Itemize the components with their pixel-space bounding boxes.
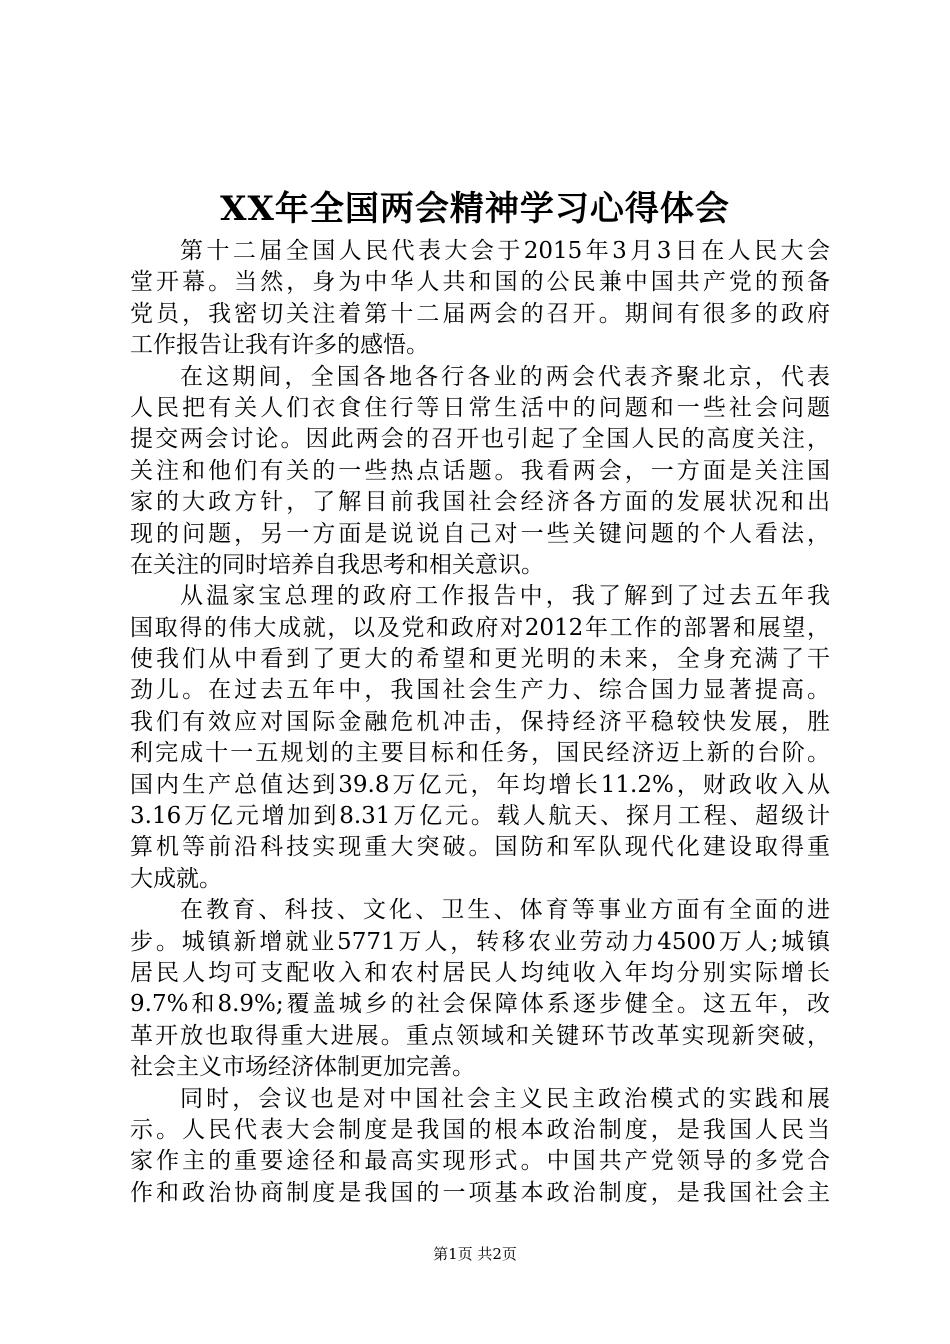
document-title: XX年全国两会精神学习心得体会 — [220, 189, 730, 229]
paragraph-line: 家作主的重要途径和最高实现形式。中国共产党领导的多党合 — [130, 1148, 830, 1175]
paragraph-line: 同时，会议也是对中国社会主义民主政治模式的实践和展 — [180, 1085, 830, 1112]
paragraph-line: 劲儿。在过去五年中，我国社会生产力、综合国力显著提高。 — [130, 677, 830, 704]
paragraph-line: 提交两会讨论。因此两会的召开也引起了全国人民的高度关注， — [130, 426, 830, 453]
paragraph-line: 革开放也取得重大进展。重点领域和关键环节改革实现新突破， — [130, 1022, 830, 1049]
paragraph-line: 居民人均可支配收入和农村居民人均纯收入年均分别实际增长 — [130, 959, 830, 986]
paragraph-line: 在关注的同时培养自我思考和相关意识。 — [130, 551, 544, 578]
paragraph-line: 堂开幕。当然，身为中华人共和国的公民兼中国共产党的预备 — [130, 269, 830, 296]
paragraph-line: 我们有效应对国际金融危机冲击，保持经济平稳较快发展，胜 — [130, 708, 830, 735]
paragraph-line: 国内生产总值达到39.8万亿元，年均增长11.2%，财政收入从 — [130, 771, 830, 798]
paragraph-line: 大成就。 — [130, 865, 222, 892]
page-footer: 第1页 共2页 — [433, 1245, 517, 1263]
paragraph-line: 利完成十一五规划的主要目标和任务，国民经济迈上新的台阶。 — [130, 740, 830, 767]
paragraph-line: 使我们从中看到了更大的希望和更光明的未来，全身充满了干 — [130, 646, 830, 673]
paragraph — [130, 236, 830, 362]
paragraph-line: 作和政治协商制度是我国的一项基本政治制度，是我国社会主 — [130, 1179, 830, 1206]
paragraph-line: 9.7%和8.9%;覆盖城乡的社会保障体系逐步健全。这五年，改 — [130, 991, 830, 1018]
paragraph-line: 关注和他们有关的一些热点话题。我看两会，一方面是关注国 — [130, 457, 830, 484]
paragraph-line: 工作报告让我有许多的感悟。 — [130, 332, 429, 359]
paragraph-line: 算机等前沿科技实现重大突破。国防和军队现代化建设取得重 — [130, 834, 830, 861]
paragraph — [130, 362, 830, 582]
paragraph-line: 社会主义市场经济体制更加完善。 — [130, 1054, 475, 1081]
paragraph-line: 步。城镇新增就业5771万人，转移农业劳动力4500万人;城镇 — [130, 928, 830, 955]
paragraph-line: 示。人民代表大会制度是我国的根本政治制度，是我国人民当 — [130, 1116, 830, 1143]
paragraph-line: 在这期间，全国各地各行各业的两会代表齐聚北京，代表 — [180, 363, 830, 390]
paragraph — [130, 895, 830, 1083]
document-body — [130, 236, 830, 1209]
paragraph-line: 3.16万亿元增加到8.31万亿元。载人航天、探月工程、超级计 — [130, 803, 830, 830]
paragraph-line: 第十二届全国人民代表大会于2015年3月3日在人民大会 — [180, 238, 830, 264]
paragraph-line: 家的大政方针，了解目前我国社会经济各方面的发展状况和出 — [130, 489, 830, 516]
paragraph-line: 在教育、科技、文化、卫生、体育等事业方面有全面的进 — [180, 897, 830, 924]
paragraph-line: 党员，我密切关注着第十二届两会的召开。期间有很多的政府 — [130, 300, 830, 327]
paragraph-line: 现的问题，另一方面是说说自己对一些关键问题的个人看法， — [130, 520, 830, 547]
paragraph-line: 从温家宝总理的政府工作报告中，我了解到了过去五年我 — [180, 583, 830, 610]
paragraph — [130, 581, 830, 895]
paragraph-line: 人民把有关人们衣食住行等日常生活中的问题和一些社会问题 — [130, 394, 830, 421]
paragraph — [130, 1084, 830, 1210]
paragraph-line: 国取得的伟大成就，以及党和政府对2012年工作的部署和展望， — [130, 614, 830, 641]
